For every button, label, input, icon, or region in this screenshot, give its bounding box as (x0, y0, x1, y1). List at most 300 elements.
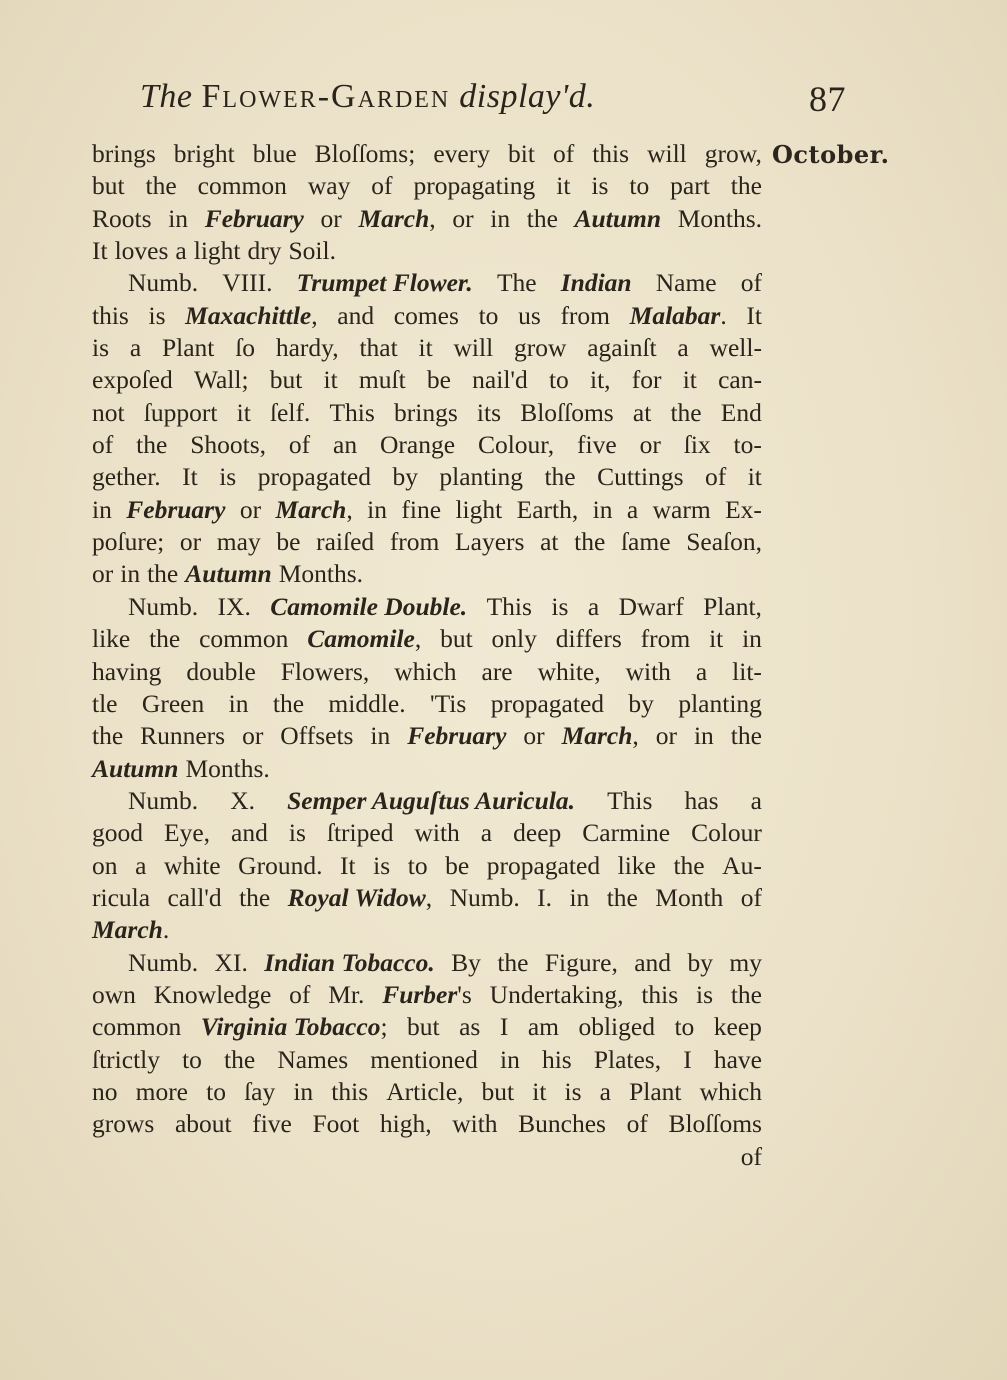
word: common (199, 624, 289, 654)
word: End (720, 397, 762, 427)
page-number: 87 (809, 79, 846, 119)
word: which (394, 656, 457, 686)
word: 'Tis (430, 688, 467, 718)
word: in (569, 882, 590, 912)
text-line (92, 461, 762, 493)
word: common (92, 1012, 182, 1042)
word: or (452, 203, 474, 233)
word: in (293, 1076, 314, 1106)
italic-term: Autumn (185, 559, 272, 589)
word: white, (537, 656, 601, 686)
word: be (426, 365, 451, 395)
text-line (92, 947, 762, 979)
word: warm (652, 494, 711, 524)
word: Numb. (128, 947, 199, 977)
word: it (682, 365, 697, 395)
word: Earth, (516, 494, 579, 524)
text-line (92, 979, 762, 1011)
word: will (453, 333, 494, 363)
word: of (371, 171, 393, 201)
word (287, 785, 575, 817)
word: Article, (386, 1076, 464, 1106)
italic-term: Semper Auguſtus Auricula. (287, 785, 576, 815)
running-title (140, 78, 595, 116)
word: are (481, 656, 513, 686)
title-caps: Flower-Garden (201, 78, 451, 115)
word: muſt (358, 365, 406, 395)
italic-term: February (126, 494, 226, 524)
word: Foot (312, 1109, 360, 1139)
word: the (544, 462, 576, 492)
word: it, (590, 365, 611, 395)
word: a (677, 333, 689, 363)
word: Knowledge (153, 979, 272, 1009)
word: in (490, 203, 511, 233)
word: Virginia Tobacco; (200, 1012, 388, 1042)
text-line (92, 656, 762, 688)
margin-note: October. (772, 140, 890, 169)
word: at (632, 397, 652, 427)
word: with (414, 818, 460, 848)
word: IX. (217, 591, 251, 621)
word: am (527, 1012, 559, 1042)
word: againſt (587, 333, 657, 363)
text-line (92, 364, 762, 396)
italic-term: March (358, 203, 430, 233)
word: it (709, 624, 724, 654)
word: from (560, 300, 611, 330)
word: be (445, 850, 470, 880)
word: be (276, 527, 301, 557)
word: to (548, 365, 569, 395)
word: grows (92, 1109, 155, 1139)
word: Names (277, 1044, 349, 1074)
word: I (683, 1044, 692, 1074)
word (297, 267, 473, 299)
word: five (577, 430, 617, 460)
word: expoſed (92, 365, 173, 395)
word: blue (252, 139, 297, 168)
word: his (541, 1044, 572, 1074)
word: an (333, 430, 358, 460)
word: nail'd (472, 365, 528, 395)
word: of (740, 882, 762, 912)
word: may (216, 527, 261, 557)
word: deep (513, 818, 562, 848)
word: X. (230, 785, 256, 815)
word: that (359, 333, 398, 363)
word: This (486, 591, 532, 621)
word: light (455, 494, 503, 524)
word: is (551, 591, 569, 621)
word: the (730, 721, 762, 751)
word: double (186, 656, 256, 686)
word: Dwarf (618, 591, 684, 621)
word: Shoots, (190, 430, 267, 460)
word: brings (92, 139, 156, 168)
word: Offsets (280, 721, 354, 751)
word: a (626, 494, 639, 524)
word (185, 558, 271, 590)
word: but (407, 1012, 440, 1042)
text-line (92, 526, 762, 558)
word: Bloſſoms (668, 1109, 762, 1139)
word: the (730, 979, 762, 1009)
word: the (149, 624, 181, 654)
word: will (647, 139, 687, 168)
text-line (92, 1108, 762, 1140)
word: Seaſon, (686, 527, 762, 557)
text-line (92, 203, 762, 235)
word: propagated (486, 850, 601, 880)
text-line (92, 170, 762, 202)
word: comes (393, 300, 459, 330)
word: to (478, 300, 499, 330)
word: more (135, 1076, 189, 1106)
word: Au- (722, 850, 762, 880)
word: to- (733, 430, 762, 460)
word: or (242, 721, 264, 751)
word: ſix (683, 430, 711, 460)
italic-term: February (204, 203, 304, 233)
word: Malabar. (629, 300, 727, 330)
word: propagating (413, 171, 536, 201)
word: the (526, 203, 558, 233)
word: grow, (704, 139, 762, 168)
word: by (628, 688, 654, 718)
word: differs (555, 624, 622, 654)
word: Bloſſoms (520, 397, 614, 427)
word: It (92, 236, 108, 266)
word (575, 203, 661, 235)
word: it (236, 397, 251, 427)
word: five (252, 1109, 292, 1139)
word: Green (141, 688, 205, 718)
word: and (231, 818, 268, 848)
word: of (740, 268, 762, 298)
text-line (92, 914, 762, 946)
word: or (639, 430, 661, 460)
word: grow (513, 333, 567, 363)
word: gether. (92, 462, 161, 492)
text-line (92, 623, 762, 655)
word: the (497, 947, 529, 977)
word: It (746, 300, 762, 330)
word: ſame (620, 527, 671, 557)
word: Months. (677, 203, 762, 233)
word: to (206, 1076, 226, 1106)
word: light (193, 236, 241, 266)
text-line (92, 494, 762, 526)
word: have (713, 1044, 762, 1074)
text-line (92, 267, 762, 299)
word: Figure, (544, 947, 618, 977)
word: planting (439, 462, 523, 492)
word: Colour (691, 818, 762, 848)
word: is (591, 171, 609, 201)
word: it (747, 462, 762, 492)
word: Plant (629, 1076, 682, 1106)
word: as (459, 1012, 481, 1042)
word: the (574, 527, 606, 557)
word: keep (713, 1012, 762, 1042)
word (264, 947, 435, 979)
word: in (92, 494, 112, 524)
word: for (631, 365, 662, 395)
italic-term: March (275, 494, 347, 524)
word: tle (92, 688, 118, 718)
word: Name (655, 268, 717, 298)
word: of (626, 1109, 648, 1139)
text-line (92, 1011, 762, 1043)
word: in (168, 203, 189, 233)
word: lit- (732, 656, 762, 686)
word: Numb. (128, 268, 199, 298)
word: propagated (490, 688, 605, 718)
word: with (452, 1109, 498, 1139)
word (270, 591, 467, 623)
word: is (92, 333, 110, 363)
word: this (592, 139, 630, 168)
word: on (92, 850, 118, 880)
word: to (674, 1012, 695, 1042)
word: is (148, 300, 166, 330)
word: the (272, 688, 305, 718)
word: Royal Widow, (287, 882, 433, 912)
word: my (729, 947, 762, 977)
word: Soil. (288, 236, 336, 266)
text-line (92, 850, 762, 882)
word: in (120, 559, 141, 589)
word: Mr. (328, 979, 365, 1009)
italic-term: February (407, 721, 507, 751)
italic-term: Camomile Double. (270, 591, 468, 621)
word: like (92, 624, 131, 654)
word: Numb. (128, 591, 199, 621)
word: the (606, 882, 638, 912)
word: but (92, 171, 125, 201)
word: own (92, 979, 136, 1009)
text-line (92, 138, 762, 170)
word (561, 267, 632, 299)
body-text (92, 138, 762, 1173)
word: Ex- (725, 494, 762, 524)
word: Colour, (477, 430, 555, 460)
word: a (587, 591, 600, 621)
word: a (480, 818, 493, 848)
word: Orange (380, 430, 456, 460)
word: or (92, 559, 114, 589)
word: VIII. (222, 268, 273, 298)
word: of (92, 430, 114, 460)
word: every (433, 139, 490, 168)
word: a (599, 1076, 611, 1106)
word: of (288, 430, 311, 460)
word: propagated (257, 462, 371, 492)
word: part (670, 171, 710, 201)
word: from (640, 624, 691, 654)
word: by (687, 947, 713, 977)
word: March, (358, 203, 436, 233)
word: March. (92, 915, 170, 945)
word: it (556, 171, 571, 201)
word: Roots (92, 203, 152, 233)
word: or (239, 494, 262, 524)
word: Eye, (164, 818, 211, 848)
word: or (655, 721, 677, 751)
title-prefix: The (140, 78, 193, 115)
word: common (197, 171, 287, 201)
word: this (641, 979, 679, 1009)
word: in (592, 494, 613, 524)
word: having (92, 656, 162, 686)
word: Runners (140, 721, 226, 751)
italic-term: Furber (382, 979, 458, 1009)
word: but (269, 365, 303, 395)
word (407, 720, 506, 752)
text-line (92, 332, 762, 364)
word: is (219, 462, 237, 492)
word: this (331, 1076, 369, 1106)
italic-term: Royal Widow (287, 882, 426, 912)
text-line (92, 397, 762, 429)
word: is (564, 1076, 582, 1106)
word: ſtriped (326, 818, 394, 848)
word: ſtrictly (92, 1044, 160, 1074)
word: to (182, 1044, 202, 1074)
word: ſay (244, 1076, 276, 1106)
word: bright (173, 139, 235, 168)
word: at (540, 527, 559, 557)
italic-term: Indian (560, 268, 632, 298)
word: a (750, 785, 762, 815)
text-line (92, 1076, 762, 1108)
italic-term: Camomile (307, 624, 415, 654)
word: good (92, 818, 143, 848)
word: Wall; (193, 365, 249, 395)
word: March, (561, 721, 639, 751)
italic-term: March (561, 721, 633, 751)
word (92, 753, 178, 785)
word: ſelf. (269, 397, 311, 427)
word: the (92, 721, 124, 751)
word: of (289, 979, 311, 1009)
word: can- (718, 365, 762, 395)
italic-term: Malabar (629, 300, 721, 330)
word: middle. (328, 688, 406, 718)
title-suffix: display'd. (459, 78, 596, 115)
italic-term: Autumn (574, 203, 662, 233)
word: bit (507, 139, 535, 168)
word: about (174, 1109, 232, 1139)
word: it (323, 365, 338, 395)
word: Undertaking, (489, 979, 624, 1009)
word: which (699, 1076, 762, 1106)
word: in (370, 721, 391, 751)
word: or (179, 527, 202, 557)
word: it (532, 1076, 547, 1106)
word: to (407, 850, 428, 880)
word: Maxachittle, (185, 300, 318, 330)
word: Ground. (238, 850, 323, 880)
word: planting (678, 688, 762, 718)
italic-term: Trumpet Flower. (296, 268, 473, 298)
text-line (92, 1044, 762, 1076)
text-line (92, 300, 762, 332)
catchword: of (740, 1141, 762, 1171)
word: This (607, 785, 653, 815)
word: XI. (214, 947, 248, 977)
italic-term: March (92, 915, 163, 945)
word: I. (537, 882, 553, 912)
word: It (182, 462, 198, 492)
word: in (228, 688, 249, 718)
word: from (389, 527, 440, 557)
word: loves (114, 236, 169, 266)
word: of (552, 139, 575, 168)
text-line (92, 429, 762, 461)
word: poſure; (92, 527, 165, 557)
word: raiſed (316, 527, 375, 557)
word: is (288, 818, 306, 848)
word: only (491, 624, 537, 654)
text-line (92, 817, 762, 849)
word: a (695, 656, 708, 686)
text-line (92, 753, 762, 785)
word: the (224, 1044, 256, 1074)
word: a (129, 333, 142, 363)
word: Bunches (518, 1109, 606, 1139)
word: ricula (92, 882, 151, 912)
word: Plates, (593, 1044, 662, 1074)
word: Furber's (382, 979, 472, 1009)
word: the (670, 397, 702, 427)
word: us (518, 300, 541, 330)
word: Month (655, 882, 724, 912)
word: Layers (455, 527, 525, 557)
text-line (92, 882, 762, 914)
word: of (704, 462, 727, 492)
word: I (499, 1012, 509, 1042)
text-line (92, 688, 762, 720)
word: in (742, 624, 762, 654)
word: with (625, 656, 671, 686)
italic-term: Maxachittle (185, 300, 312, 330)
word: Carmine (582, 818, 671, 848)
text-line (92, 720, 762, 752)
word: This (329, 397, 375, 427)
word: By (451, 947, 481, 977)
word: a (175, 236, 187, 266)
word: March, (275, 494, 353, 524)
text-line (92, 235, 762, 267)
word: way (307, 171, 351, 201)
word: hardy, (275, 333, 339, 363)
word: not (92, 397, 125, 427)
word: fine (401, 494, 442, 524)
word: dry (247, 236, 282, 266)
text-line (92, 785, 762, 817)
word: Plant (161, 333, 215, 363)
word: or (523, 721, 545, 751)
word: Flowers, (280, 656, 370, 686)
word: in (367, 494, 387, 524)
word: in (499, 1044, 520, 1074)
word: Camomile, (307, 624, 422, 654)
word: by (392, 462, 418, 492)
word: the (239, 882, 271, 912)
word: obliged (578, 1012, 655, 1042)
